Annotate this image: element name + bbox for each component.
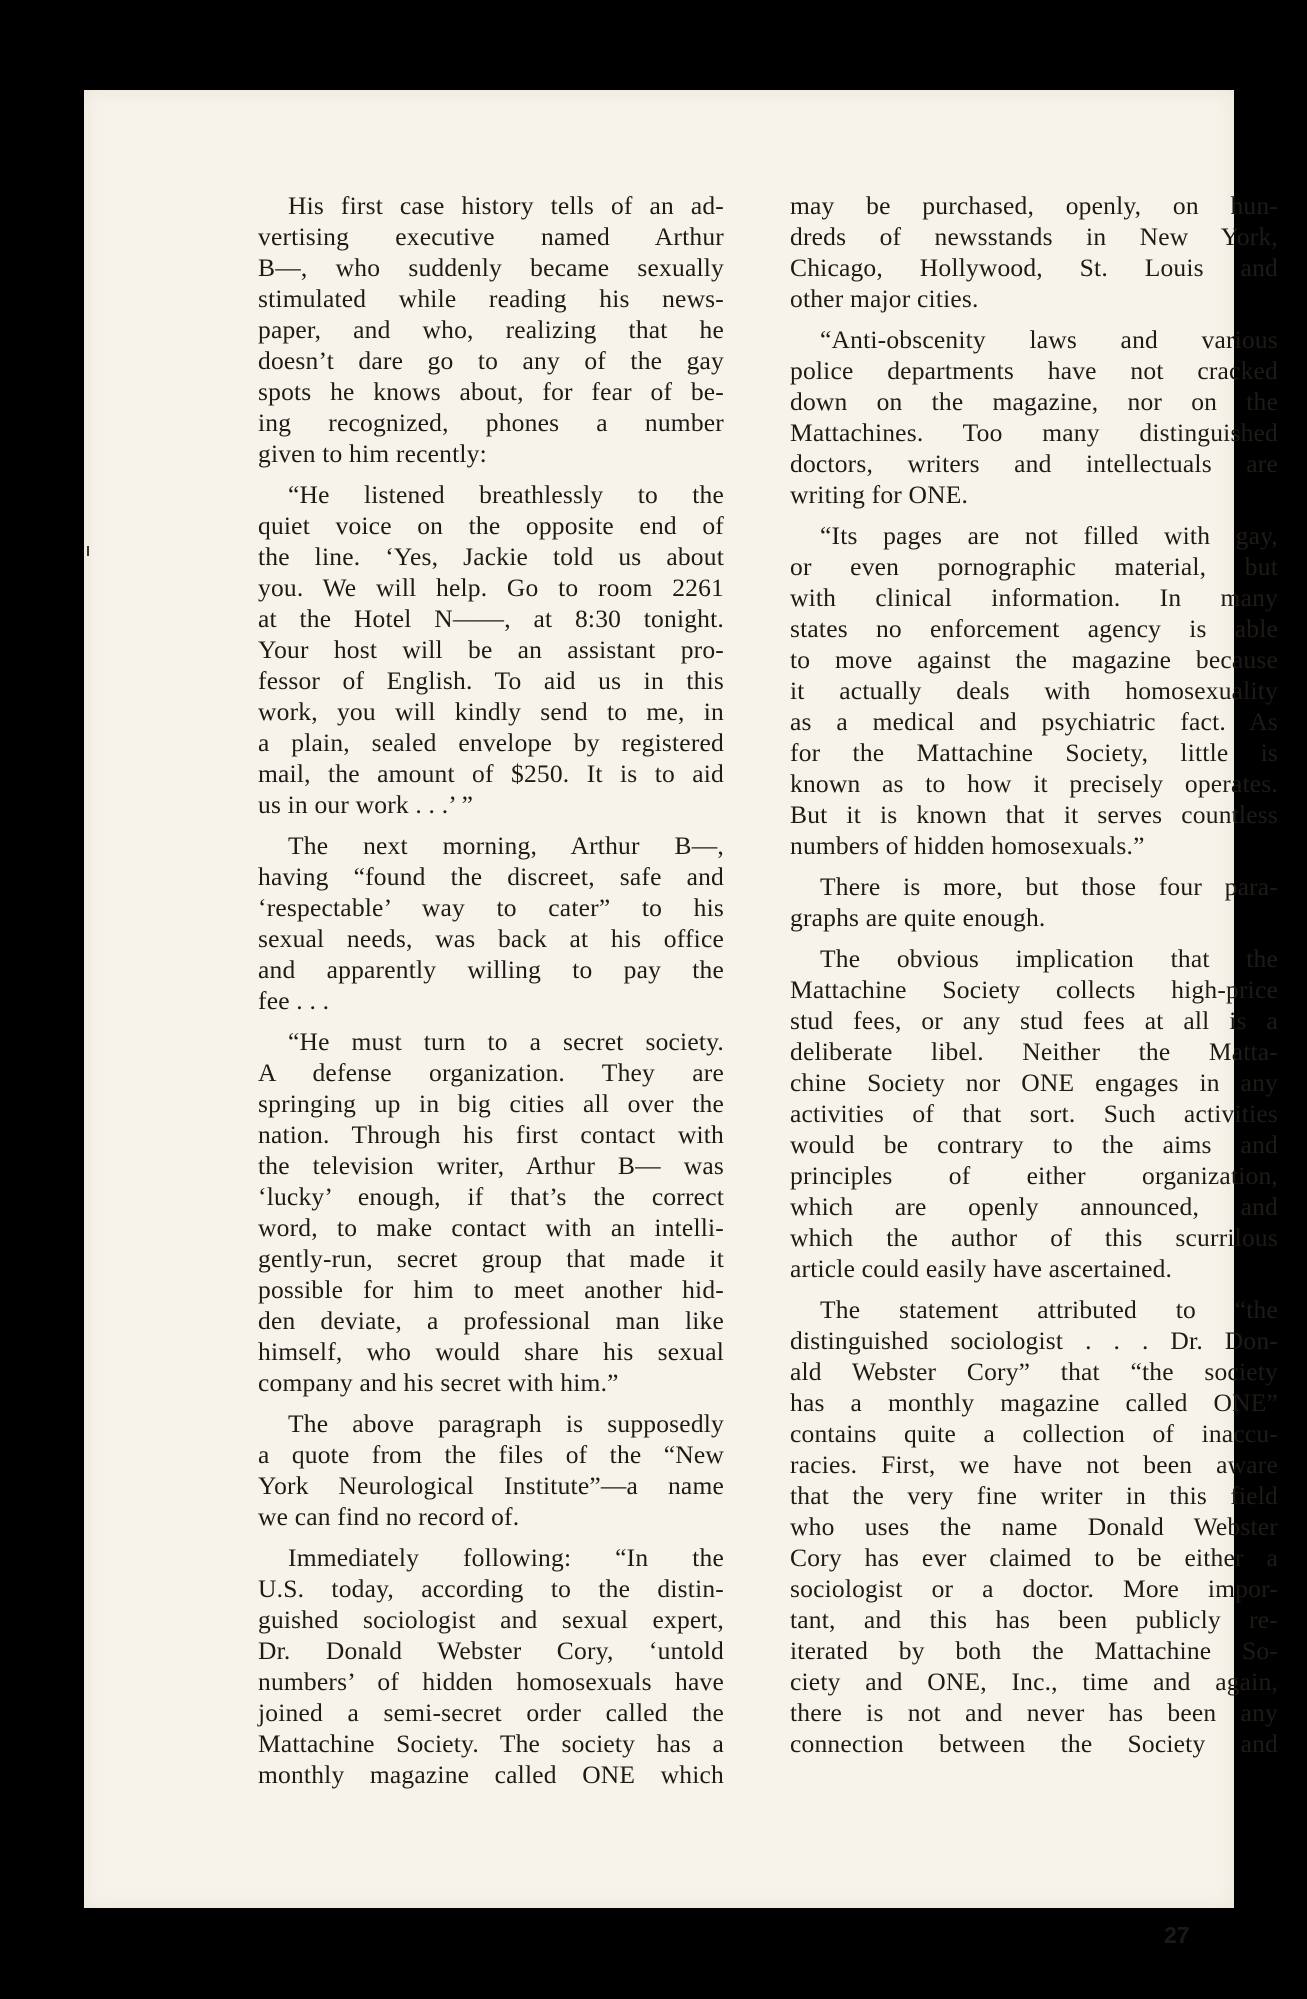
text-line: ing recognized, phones a number <box>258 408 724 437</box>
text-line: The next morning, Arthur B—, <box>288 831 724 860</box>
text-line: ‘respectable’ way to cater” to his <box>258 893 724 922</box>
text-line: Chicago, Hollywood, St. Louis and <box>790 253 1278 282</box>
text-line: springing up in big cities all over the <box>258 1089 724 1118</box>
text-line: racies. First, we have not been aware <box>790 1450 1278 1479</box>
right-column <box>790 190 1278 1769</box>
text-line: company and his secret with him.” <box>258 1368 619 1397</box>
text-line: His first case history tells of an ad- <box>288 191 724 220</box>
text-line: other major cities. <box>790 284 979 313</box>
text-line: may be purchased, openly, on hun- <box>790 191 1278 220</box>
text-line: distinguished sociologist . . . Dr. Don- <box>790 1326 1278 1355</box>
text-line: den deviate, a professional man like <box>258 1306 724 1335</box>
text-line: work, you will kindly send to me, in <box>258 697 724 726</box>
text-line: paper, and who, realizing that he <box>258 315 724 344</box>
text-line: Mattachine Society. The society has a <box>258 1729 724 1758</box>
text-line: article could easily have ascertained. <box>790 1254 1173 1283</box>
text-line: Mattachine Society collects high-price <box>790 975 1278 1004</box>
text-line: “Its pages are not filled with gay, <box>820 521 1278 550</box>
text-line: which are openly announced, and <box>790 1192 1278 1221</box>
binding-mark <box>87 546 89 556</box>
text-line: dreds of newsstands in New York, <box>790 222 1278 251</box>
paragraph <box>258 479 724 820</box>
paragraph <box>258 1026 724 1398</box>
text-line: fessor of English. To aid us in this <box>258 666 724 695</box>
text-line: graphs are quite enough. <box>790 903 1046 932</box>
text-line: having “found the discreet, safe and <box>258 862 724 891</box>
text-line: York Neurological Institute”—a name <box>258 1471 724 1500</box>
text-line: fee . . . <box>258 986 330 1015</box>
text-line: But it is known that it serves countless <box>790 800 1278 829</box>
paragraph <box>790 871 1278 933</box>
text-line: us in our work . . .’ ” <box>258 790 474 819</box>
text-line: Mattachines. Too many distinguished <box>790 418 1278 447</box>
text-line: A defense organization. They are <box>258 1058 724 1087</box>
text-line: has a monthly magazine called ONE” <box>790 1388 1278 1417</box>
paragraph <box>258 190 724 469</box>
text-line: B—, who suddenly became sexually <box>258 253 724 282</box>
text-line: and apparently willing to pay the <box>258 955 724 984</box>
text-line: chine Society nor ONE engages in any <box>790 1068 1278 1097</box>
text-line: a plain, sealed envelope by registered <box>258 728 724 757</box>
text-line: you. We will help. Go to room 2261 <box>258 573 724 602</box>
text-line: quiet voice on the opposite end of <box>258 511 724 540</box>
text-line: The above paragraph is supposedly <box>288 1409 724 1438</box>
text-line: doctors, writers and intellectuals are <box>790 449 1278 478</box>
text-line: The obvious implication that the <box>820 944 1278 973</box>
text-line: would be contrary to the aims and <box>790 1130 1278 1159</box>
text-line: doesn’t dare go to any of the gay <box>258 346 724 375</box>
paragraph <box>790 190 1278 314</box>
text-line: connection between the Society and <box>790 1729 1278 1758</box>
text-line: possible for him to meet another hid- <box>258 1275 724 1304</box>
text-line: which the author of this scurrilous <box>790 1223 1278 1252</box>
text-line: guished sociologist and sexual expert, <box>258 1605 724 1634</box>
text-line: “He listened breathlessly to the <box>288 480 724 509</box>
text-line: at the Hotel N——, at 8:30 tonight. <box>258 604 724 633</box>
text-line: ald Webster Cory” that “the society <box>790 1357 1278 1386</box>
text-line: nation. Through his first contact with <box>258 1120 724 1149</box>
text-line: U.S. today, according to the distin- <box>258 1574 724 1603</box>
text-line: joined a semi-secret order called the <box>258 1698 724 1727</box>
text-line: sociologist or a doctor. More impor- <box>790 1574 1278 1603</box>
text-line: stud fees, or any stud fees at all is a <box>790 1006 1278 1035</box>
text-line: iterated by both the Mattachine So- <box>790 1636 1278 1665</box>
text-line: tant, and this has been publicly re- <box>790 1605 1278 1634</box>
text-line: Your host will be an assistant pro- <box>258 635 724 664</box>
paragraph <box>790 1294 1278 1759</box>
left-column <box>258 190 724 1800</box>
text-line: mail, the amount of $250. It is to aid <box>258 759 724 788</box>
text-line: we can find no record of. <box>258 1502 520 1531</box>
text-line: spots he knows about, for fear of be- <box>258 377 724 406</box>
paragraph <box>790 324 1278 510</box>
text-line: Cory has ever claimed to be either a <box>790 1543 1278 1572</box>
text-line: There is more, but those four para- <box>820 872 1278 901</box>
text-line: who uses the name Donald Webster <box>790 1512 1278 1541</box>
text-line: or even pornographic material, but <box>790 552 1278 581</box>
text-line: himself, who would share his sexual <box>258 1337 724 1366</box>
text-line: down on the magazine, nor on the <box>790 387 1278 416</box>
text-line: Dr. Donald Webster Cory, ‘untold <box>258 1636 724 1665</box>
text-line: gently-run, secret group that made it <box>258 1244 724 1273</box>
text-line: states no enforcement agency is able <box>790 614 1278 643</box>
text-line: with clinical information. In many <box>790 583 1278 612</box>
text-line: that the very fine writer in this field <box>790 1481 1278 1510</box>
text-line: contains quite a collection of inaccu- <box>790 1419 1278 1448</box>
text-line: “Anti-obscenity laws and various <box>820 325 1278 354</box>
paragraph <box>790 520 1278 861</box>
text-line: “He must turn to a secret society. <box>288 1027 724 1056</box>
text-line: The statement attributed to “the <box>820 1295 1278 1324</box>
text-line: stimulated while reading his news- <box>258 284 724 313</box>
paragraph <box>258 1408 724 1532</box>
text-line: the television writer, Arthur B— was <box>258 1151 724 1180</box>
document-page <box>84 90 1278 1948</box>
text-line: to move against the magazine because <box>790 645 1278 674</box>
text-line: given to him recently: <box>258 439 487 468</box>
text-line: principles of either organization, <box>790 1161 1278 1190</box>
text-line: writing for ONE. <box>790 480 969 509</box>
text-line: there is not and never has been any <box>790 1698 1278 1727</box>
paragraph <box>790 943 1278 1284</box>
text-line: a quote from the files of the “New <box>258 1440 724 1469</box>
text-line: police departments have not cracked <box>790 356 1278 385</box>
paragraph <box>258 830 724 1016</box>
text-line: it actually deals with homosexuality <box>790 676 1278 705</box>
text-line: deliberate libel. Neither the Matta- <box>790 1037 1278 1066</box>
text-line: ciety and ONE, Inc., time and again, <box>790 1667 1278 1696</box>
text-line: word, to make contact with an intelli- <box>258 1213 724 1242</box>
paragraph <box>258 1542 724 1790</box>
text-line: ‘lucky’ enough, if that’s the correct <box>258 1182 724 1211</box>
text-line: the line. ‘Yes, Jackie told us about <box>258 542 724 571</box>
text-line: for the Mattachine Society, little is <box>790 738 1278 767</box>
text-line: numbers’ of hidden homosexuals have <box>258 1667 724 1696</box>
text-line: as a medical and psychiatric fact. As <box>790 707 1278 736</box>
text-line: numbers of hidden homosexuals.” <box>790 831 1145 860</box>
text-line: known as to how it precisely operates. <box>790 769 1278 798</box>
text-line: Immediately following: “In the <box>288 1543 724 1572</box>
text-line: monthly magazine called ONE which <box>258 1760 724 1789</box>
text-line: sexual needs, was back at his office <box>258 924 724 953</box>
text-line: activities of that sort. Such activities <box>790 1099 1278 1128</box>
text-line: vertising executive named Arthur <box>258 222 724 251</box>
page-number: 27 <box>1164 1922 1190 1948</box>
